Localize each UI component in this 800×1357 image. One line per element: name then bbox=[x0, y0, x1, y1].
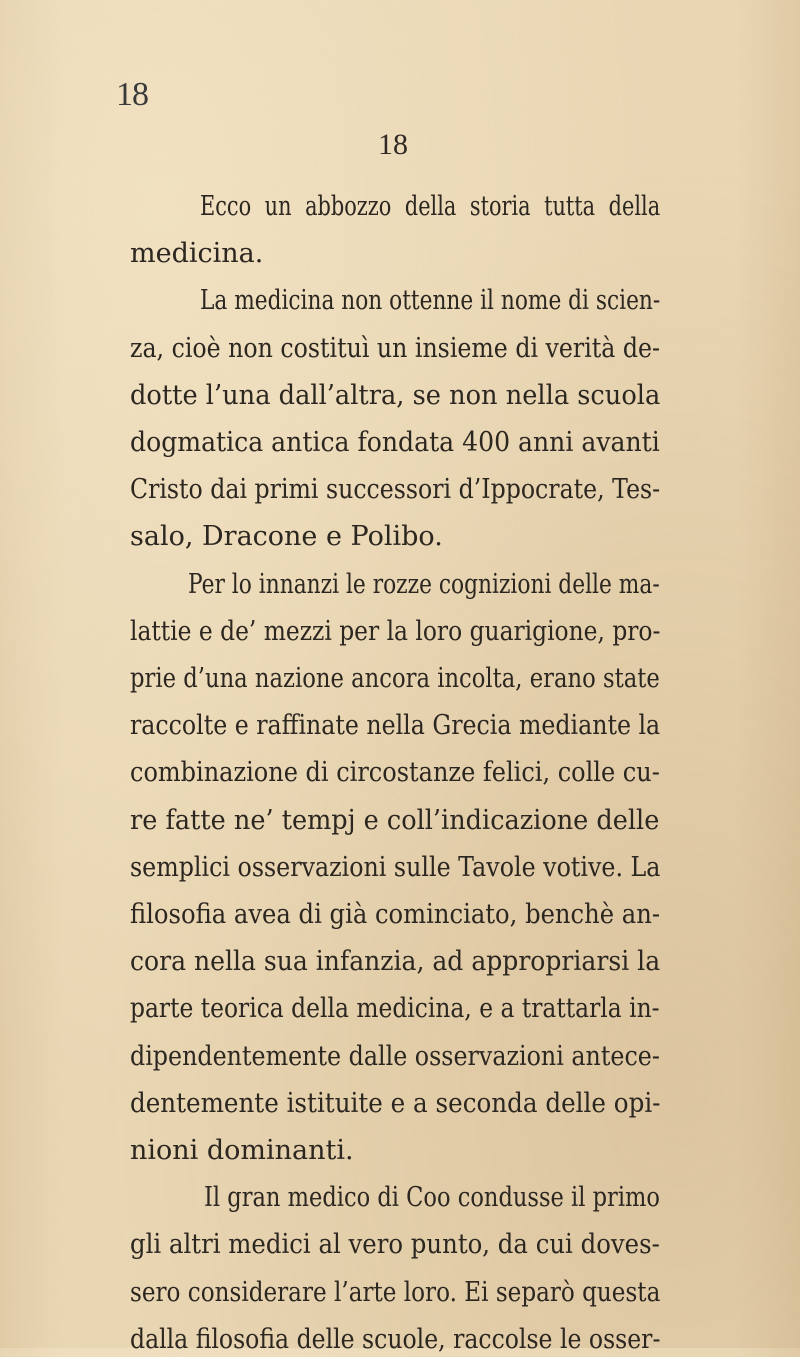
text-line: semplici osservazioni sulle Tavole votive. La bbox=[130, 851, 661, 883]
text-line: medicina. bbox=[130, 238, 264, 270]
text-line: combinazione di circostanze felici, colle cu- bbox=[130, 757, 660, 789]
printed-page-number: 18 bbox=[378, 128, 408, 161]
text-line: Cristo dai primi successori d’Ippocrate, Tes- bbox=[130, 474, 661, 506]
text-line: dotte l’una dall’altra, se non nella scuola bbox=[130, 379, 661, 411]
text-line: Il gran medico di Coo condusse il primo bbox=[204, 1182, 661, 1214]
text-line: filosofia avea di già cominciato, benchè an- bbox=[130, 899, 661, 930]
text-line: za, cioè non costituì un insieme di verità de- bbox=[130, 332, 661, 364]
text-line: re fatte ne’ tempj e coll’indicazione delle bbox=[130, 804, 660, 836]
text-line: salo, Dracone e Polibo. bbox=[130, 521, 443, 553]
text-line: parte teorica della medicina, e a trattarla in- bbox=[130, 993, 660, 1025]
text-line: Ecco un abbozzo della storia tutta della bbox=[200, 191, 661, 222]
text-line: prie d’una nazione ancora incolta, erano state bbox=[130, 663, 660, 694]
text-line: dalla filosofia delle scuole, raccolse le osser- bbox=[130, 1323, 661, 1355]
text-line: dipendentemente dalle osservazioni antece- bbox=[130, 1040, 660, 1072]
text-line: dogmatica antica fondata 400 anni avanti bbox=[130, 427, 660, 458]
text-line: nioni dominanti. bbox=[130, 1135, 354, 1166]
text-line: dentemente istituite e a seconda delle opi- bbox=[130, 1087, 661, 1119]
text-line: cora nella sua infanzia, ad appropriarsi la bbox=[130, 946, 661, 978]
text-line: La medicina non ottenne il nome di scien- bbox=[200, 285, 661, 317]
handwritten-page-number: 18 bbox=[116, 76, 148, 113]
text-line: raccolte e raffinate nella Grecia mediante la bbox=[130, 710, 661, 742]
text-line: lattie e de’ mezzi per la loro guarigione, pro- bbox=[130, 615, 661, 647]
text-line: Per lo innanzi le rozze cognizioni delle ma- bbox=[188, 568, 660, 600]
text-line: sero considerare l’arte loro. Ei separò questa bbox=[130, 1276, 661, 1308]
text-line: gli altri medici al vero punto, da cui doves- bbox=[130, 1229, 660, 1261]
